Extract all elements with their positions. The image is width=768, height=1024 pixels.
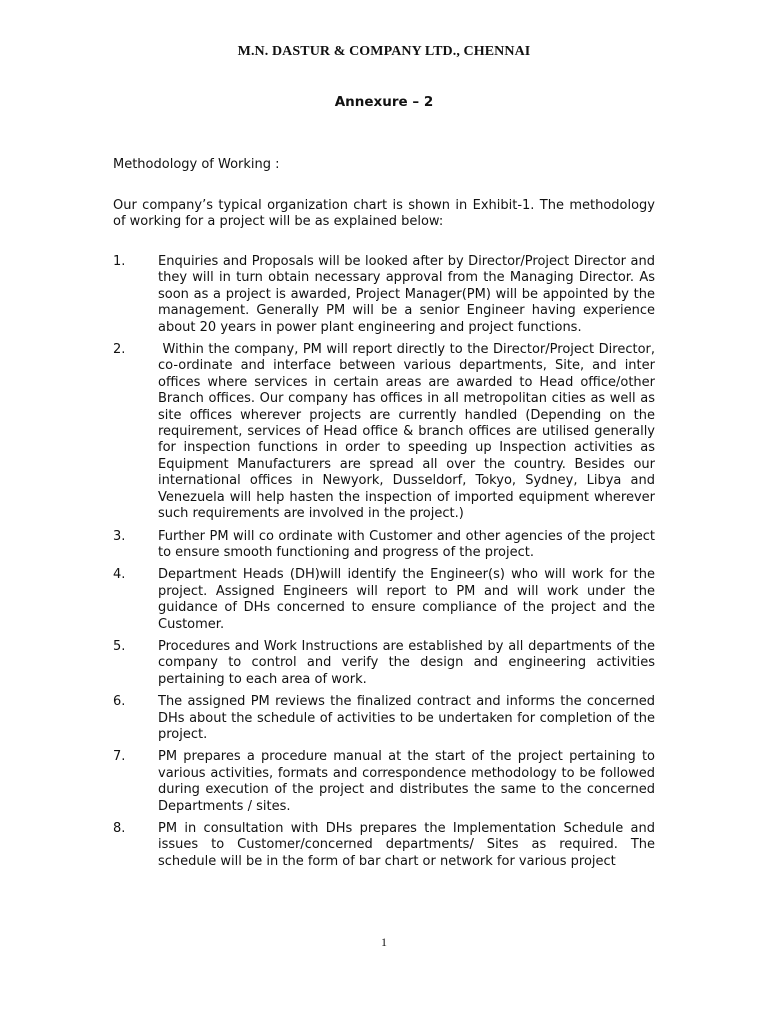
annexure-title: Annexure – 2 — [334, 94, 434, 110]
list-item-text: PM in consultation with DHs prepares the Implementation Schedule and issues to Customer/concerned departments/ Sites as required. The schedule will be in the form of bar chart or network for various project — [158, 821, 655, 869]
list-item-number: 7. — [113, 749, 126, 765]
company-header: M.N. DASTUR & COMPANY LTD., CHENNAI — [237, 44, 531, 59]
intro-paragraph: Our company’s typical organization chart is shown in Exhibit-1. The methodology of working for a project will be as explained below: — [113, 198, 655, 230]
list-item — [113, 694, 655, 743]
list-item-text: Department Heads (DH)will identify the Engineer(s) who will work for the project. Assigned Engineers will report to PM and will work under the guidance of DHs concerned to ensure compliance of the project and the Customer. — [158, 567, 655, 632]
list-item-text: The assigned PM reviews the finalized contract and informs the concerned DHs about the schedule of activities to be undertaken for completion of the project. — [158, 694, 655, 742]
list-item — [113, 254, 655, 336]
list-item-text: PM prepares a procedure manual at the start of the project pertaining to various activities, formats and correspondence methodology to be followed during execution of the project and distributes the same to the concerned Departments / sites. — [158, 749, 655, 814]
list-item — [113, 567, 655, 633]
list-item-number: 5. — [113, 638, 126, 654]
list-item-number: 4. — [113, 567, 126, 583]
page-number: 1 — [381, 935, 387, 949]
list-item-text: Enquiries and Proposals will be looked after by Director/Project Director and they will in turn obtain necessary approval from the Managing Director. As soon as a project is awarded, Project Manager(PM) will be appointed by the management. Generally PM will be a senior Engineer having experience about 20 years in power plant engineering and project functions. — [158, 254, 655, 335]
section-heading: Methodology of Working : — [113, 157, 280, 172]
list-item — [113, 639, 655, 688]
list-item-number: 2. — [113, 342, 126, 358]
list-item — [113, 821, 655, 870]
list-item — [113, 749, 655, 815]
list-item-number: 8. — [113, 821, 126, 836]
list-item — [113, 529, 655, 562]
list-item-text: Procedures and Work Instructions are established by all departments of the company to control and verify the design and engineering activities pertaining to each area of work. — [158, 638, 655, 687]
list-item-text: Within the company, PM will report directly to the Director/Project Director, co-ordinate and interface between various departments, Site, and inter offices where services in certain areas are awarded to Head office/other Branch offices. Our company has offices in all metropolitan cities as well as site offices wherever projects are currently handled (Depending on the requirement, services of Head office & branch offices are utilised generally for inspection functions in order to speeding up Inspection activities as Equipment Manufacturers are spread all over the country. Besides our international offices in Newyork, Dusseldorf, Tokyo, Sydney, Libya and Venezuela will help hasten the inspection of imported equipment wherever such requirements are involved in the project.) — [158, 342, 660, 522]
list-item — [113, 342, 660, 522]
numbered-list — [113, 254, 660, 876]
list-item-number: 6. — [113, 694, 126, 710]
list-item-number: 1. — [113, 254, 126, 269]
list-item-number: 3. — [113, 528, 126, 544]
list-item-text: Further PM will co ordinate with Customer and other agencies of the project to ensure smooth functioning and progress of the project. — [158, 528, 655, 560]
